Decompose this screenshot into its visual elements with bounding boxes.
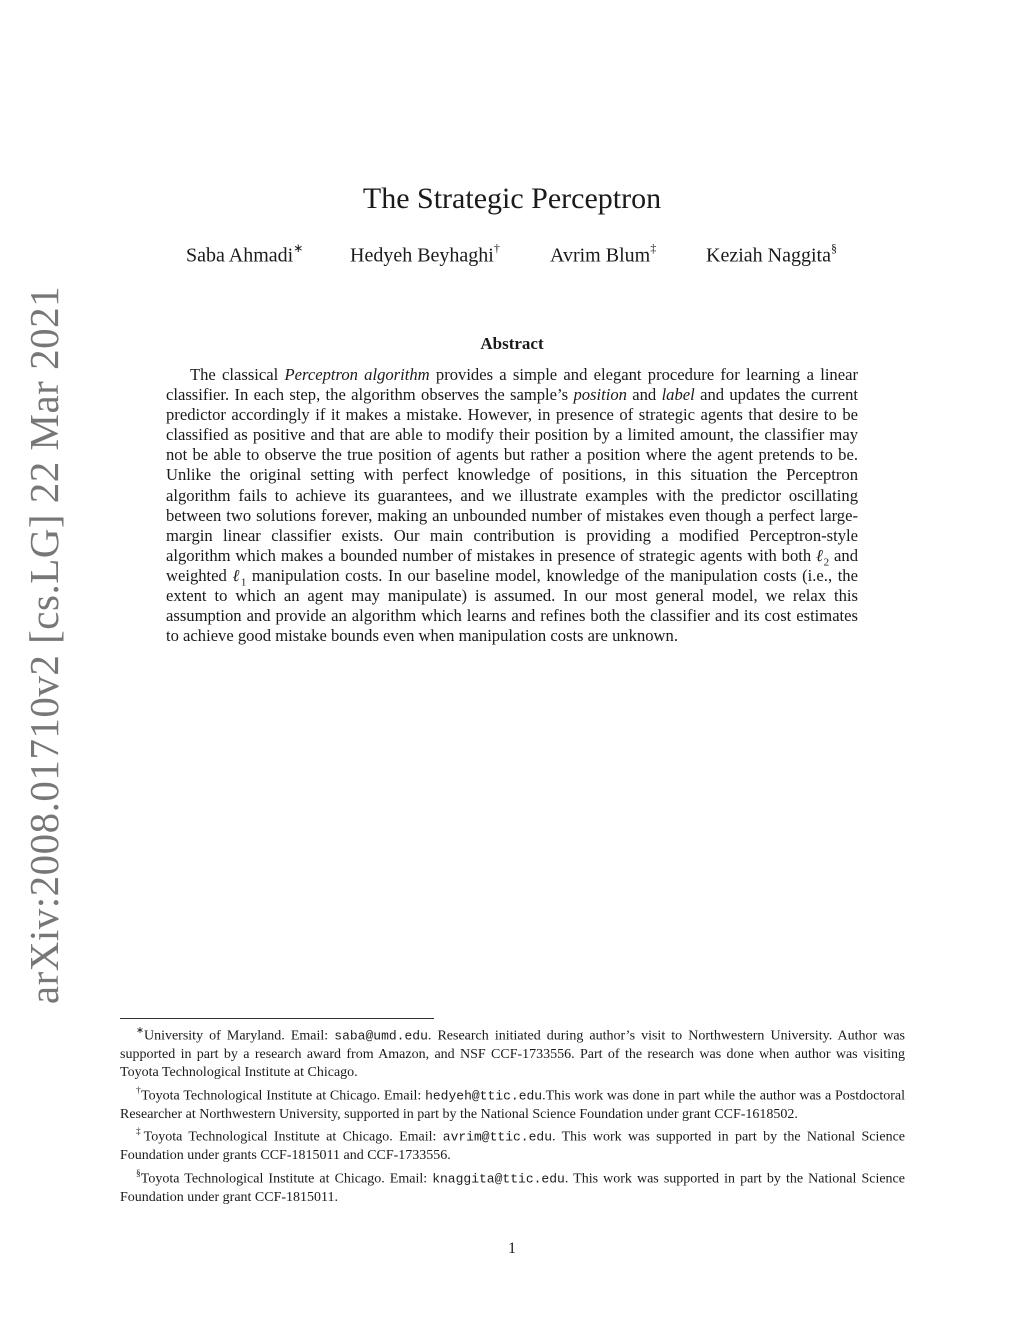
emphasis-perceptron: Perceptron algorithm (284, 365, 430, 384)
footnote: †Toyota Technological Institute at Chicago. Email: hedyeh@ttic.edu.This work was done in part while the author was a Postdoctoral Researcher at Northwestern University, supported in part by the National Science Foundation under grant CCF-1618502. (120, 1085, 906, 1122)
subscript-two: 2 (823, 556, 830, 569)
arxiv-identifier-stamp (19, 285, 69, 1005)
footnote: ‡Toyota Technological Institute at Chicago. Email: avrim@ttic.edu. This work was supported in part by the National Science Foundation under grants CCF-1815011 and CCF-1733556. (120, 1127, 905, 1164)
ell-symbol: ℓ (232, 565, 241, 585)
footnote-mark: † (136, 1085, 142, 1096)
abstract-paragraph: The classical Perceptron algorithm provides a simple and elegant procedure for learning a linear classifier. In each step, the algorithm observes the sample’s position and label and updates the current predictor accordingly if it makes a mistake. However, in presence of strategic agents that desire to be classified as positive and that are able to modify their position by a limited amount, the classifier may not be able to observe the true position of agents but rather a position where the agent pretends to be. Unlike the original setting with perfect knowledge of positions, in this situation the Perceptron algorithm fails to achieve its guarantees, and we illustrate examples with the predictor oscillating between two solutions forever, making an unbounded number of mistakes even though a perfect large-margin linear classifier exists. Our main contribution is providing a modified Perceptron-style algorithm which makes a bounded number of mistakes in presence of strategic agents with both ℓ$_2$ and weighted ℓ$_1$ manipulation costs. In our baseline model, knowledge of the manipulation costs (i.e., the extent to which an agent may manipulate) is assumed. In our most general model, we relax this assumption and provide an algorithm which learns and refines both the classifier and its cost estimates to achieve good mistake bounds even when manipulation costs are unknown. (166, 365, 858, 646)
author-affiliation-mark: ‡ (650, 241, 657, 255)
author-affiliation-mark: ∗ (293, 241, 304, 255)
author-affiliation-mark: § (830, 241, 837, 255)
subscript-one: 1 (240, 576, 247, 589)
emphasis-position: position (573, 385, 627, 405)
email-address: avrim@ttic.edu (442, 1130, 552, 1145)
author-name: Hedyeh Beyhaghi† (350, 241, 500, 267)
page-number: 1 (508, 1240, 516, 1257)
footnote: §Toyota Technological Institute at Chicago. Email: knaggita@ttic.edu. This work was supported in part by the National Science Foundation under grant CCF-1815011. (120, 1168, 905, 1205)
author-name: Saba Ahmadi∗ (186, 241, 304, 267)
ell-symbol: ℓ (816, 545, 824, 565)
arxiv-id-text: arXiv:2008.01710v2 [cs.LG] 22 Mar 2021 (21, 285, 68, 1005)
abstract-heading: Abstract (480, 334, 544, 353)
footnotes (120, 1023, 905, 1207)
email-address: hedyeh@ttic.edu (425, 1088, 543, 1104)
footnote-mark: ‡ (136, 1127, 144, 1138)
footnote-mark: ∗ (136, 1026, 144, 1036)
author-name: Avrim Blum‡ (550, 241, 657, 267)
footnote-divider (120, 1018, 434, 1019)
author-affiliation-mark: † (493, 241, 500, 255)
email-address: saba@umd.edu (334, 1028, 428, 1044)
email-address: knaggita@ttic.edu (432, 1171, 565, 1187)
author-name: Keziah Naggita§ (706, 241, 837, 267)
author-list (0, 243, 1024, 273)
emphasis-label: label (661, 385, 695, 405)
footnote: ∗University of Maryland. Email: saba@umd.edu. Research initiated during author’s visit to Northwestern University. Author was supported in part by a research award from Amazon, and NSF CCF-1733556. Part of the research was done when author was visiting Toyota Technological Institute at Chicago. (120, 1026, 905, 1081)
footnote-mark: § (136, 1168, 141, 1179)
paper-title: The Strategic Perceptron (362, 182, 662, 215)
